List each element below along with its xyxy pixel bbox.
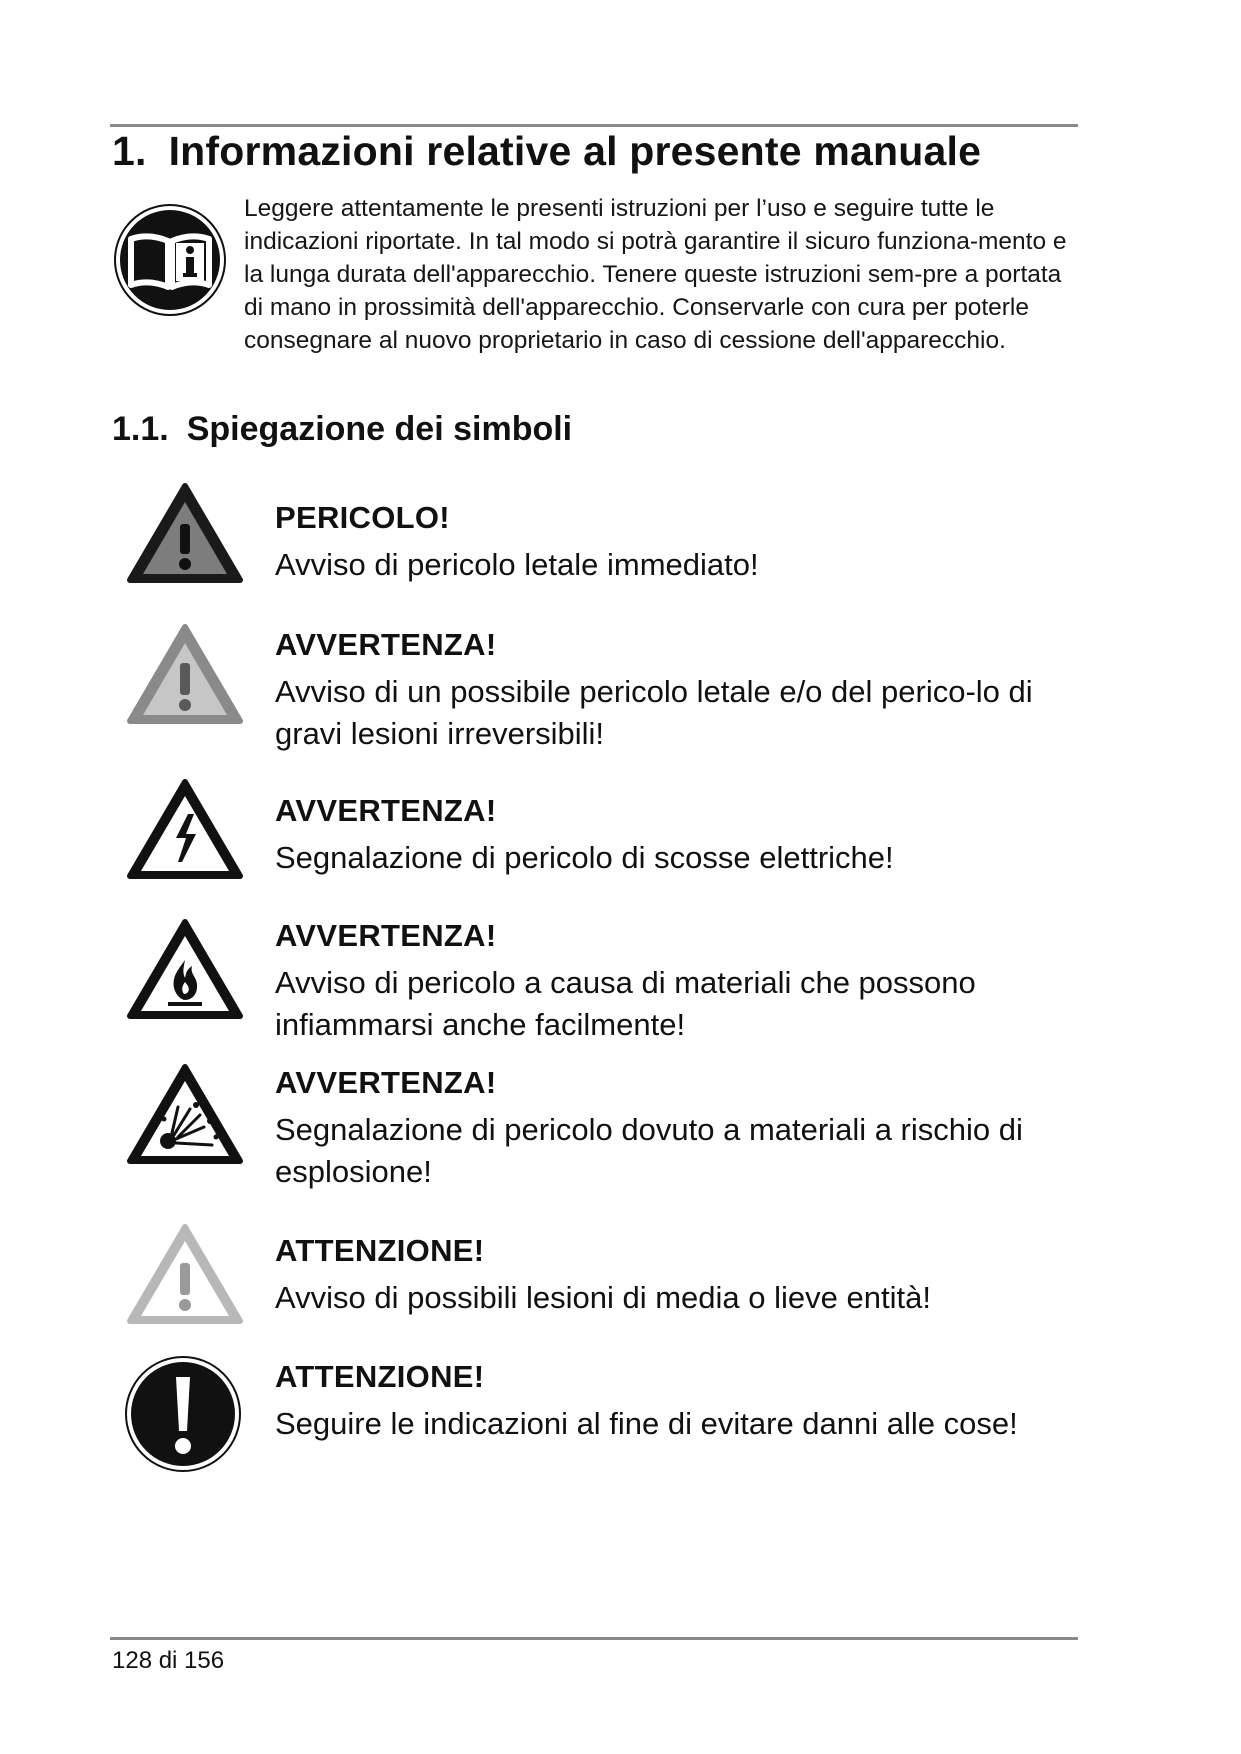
danger-warning-icon <box>124 480 246 590</box>
explosive-icon <box>124 1061 246 1171</box>
flammable-icon <box>124 916 246 1026</box>
intro-paragraph: Leggere attentamente le presenti istruzioni per l’uso e seguire tutte le indicazioni riportate. In tal modo si potrà garantire il sicuro funziona-mento e la lunga durata dell'apparecchio. Tenere queste istruzioni sem-pre a portata di mano in prossimità dell'apparecchio. Conservarle con cura per poterle consegnare al nuovo proprietario in caso di cessione dell'apparecchio. <box>244 195 1067 354</box>
symbol-label: AVVERTENZA! <box>275 1065 497 1100</box>
symbol-description: Avviso di pericolo a causa di materiali che possono infiammarsi anche facilmente! <box>275 965 976 1042</box>
subsection-title: Spiegazione dei simboli <box>186 410 573 448</box>
symbol-description: Segnalazione di pericolo dovuto a materiali a rischio di esplosione! <box>275 1112 1023 1189</box>
symbol-label: AVVERTENZA! <box>275 793 497 828</box>
caution-icon <box>124 1221 246 1331</box>
section-heading <box>112 128 981 175</box>
subsection-heading <box>112 410 572 449</box>
symbol-description: Seguire le indicazioni al fine di evitare danni alle cose! <box>275 1406 1018 1441</box>
symbol-label: ATTENZIONE! <box>275 1233 485 1268</box>
symbol-label: AVVERTENZA! <box>275 627 497 662</box>
header-rule <box>110 124 1078 127</box>
subsection-number: 1.1. <box>112 410 169 448</box>
notice-exclamation-icon <box>124 1355 242 1473</box>
warning-icon <box>124 621 246 731</box>
manual-info-icon <box>113 203 227 317</box>
symbol-description: Avviso di possibili lesioni di media o lieve entità! <box>275 1280 931 1315</box>
symbol-description: Avviso di un possibile pericolo letale e/o del perico-lo di gravi lesioni irreversibili! <box>275 674 1033 751</box>
symbol-label: PERICOLO! <box>275 500 450 535</box>
symbol-label: ATTENZIONE! <box>275 1359 485 1394</box>
section-number: 1. <box>112 128 147 174</box>
page-number: 128 di 156 <box>112 1647 225 1674</box>
symbol-description: Segnalazione di pericolo di scosse elettriche! <box>275 840 894 875</box>
symbol-label: AVVERTENZA! <box>275 918 497 953</box>
footer-rule <box>110 1637 1078 1640</box>
section-title: Informazioni relative al presente manuale <box>168 128 982 174</box>
symbol-description: Avviso di pericolo letale immediato! <box>275 547 759 582</box>
electric-shock-icon <box>124 776 246 886</box>
